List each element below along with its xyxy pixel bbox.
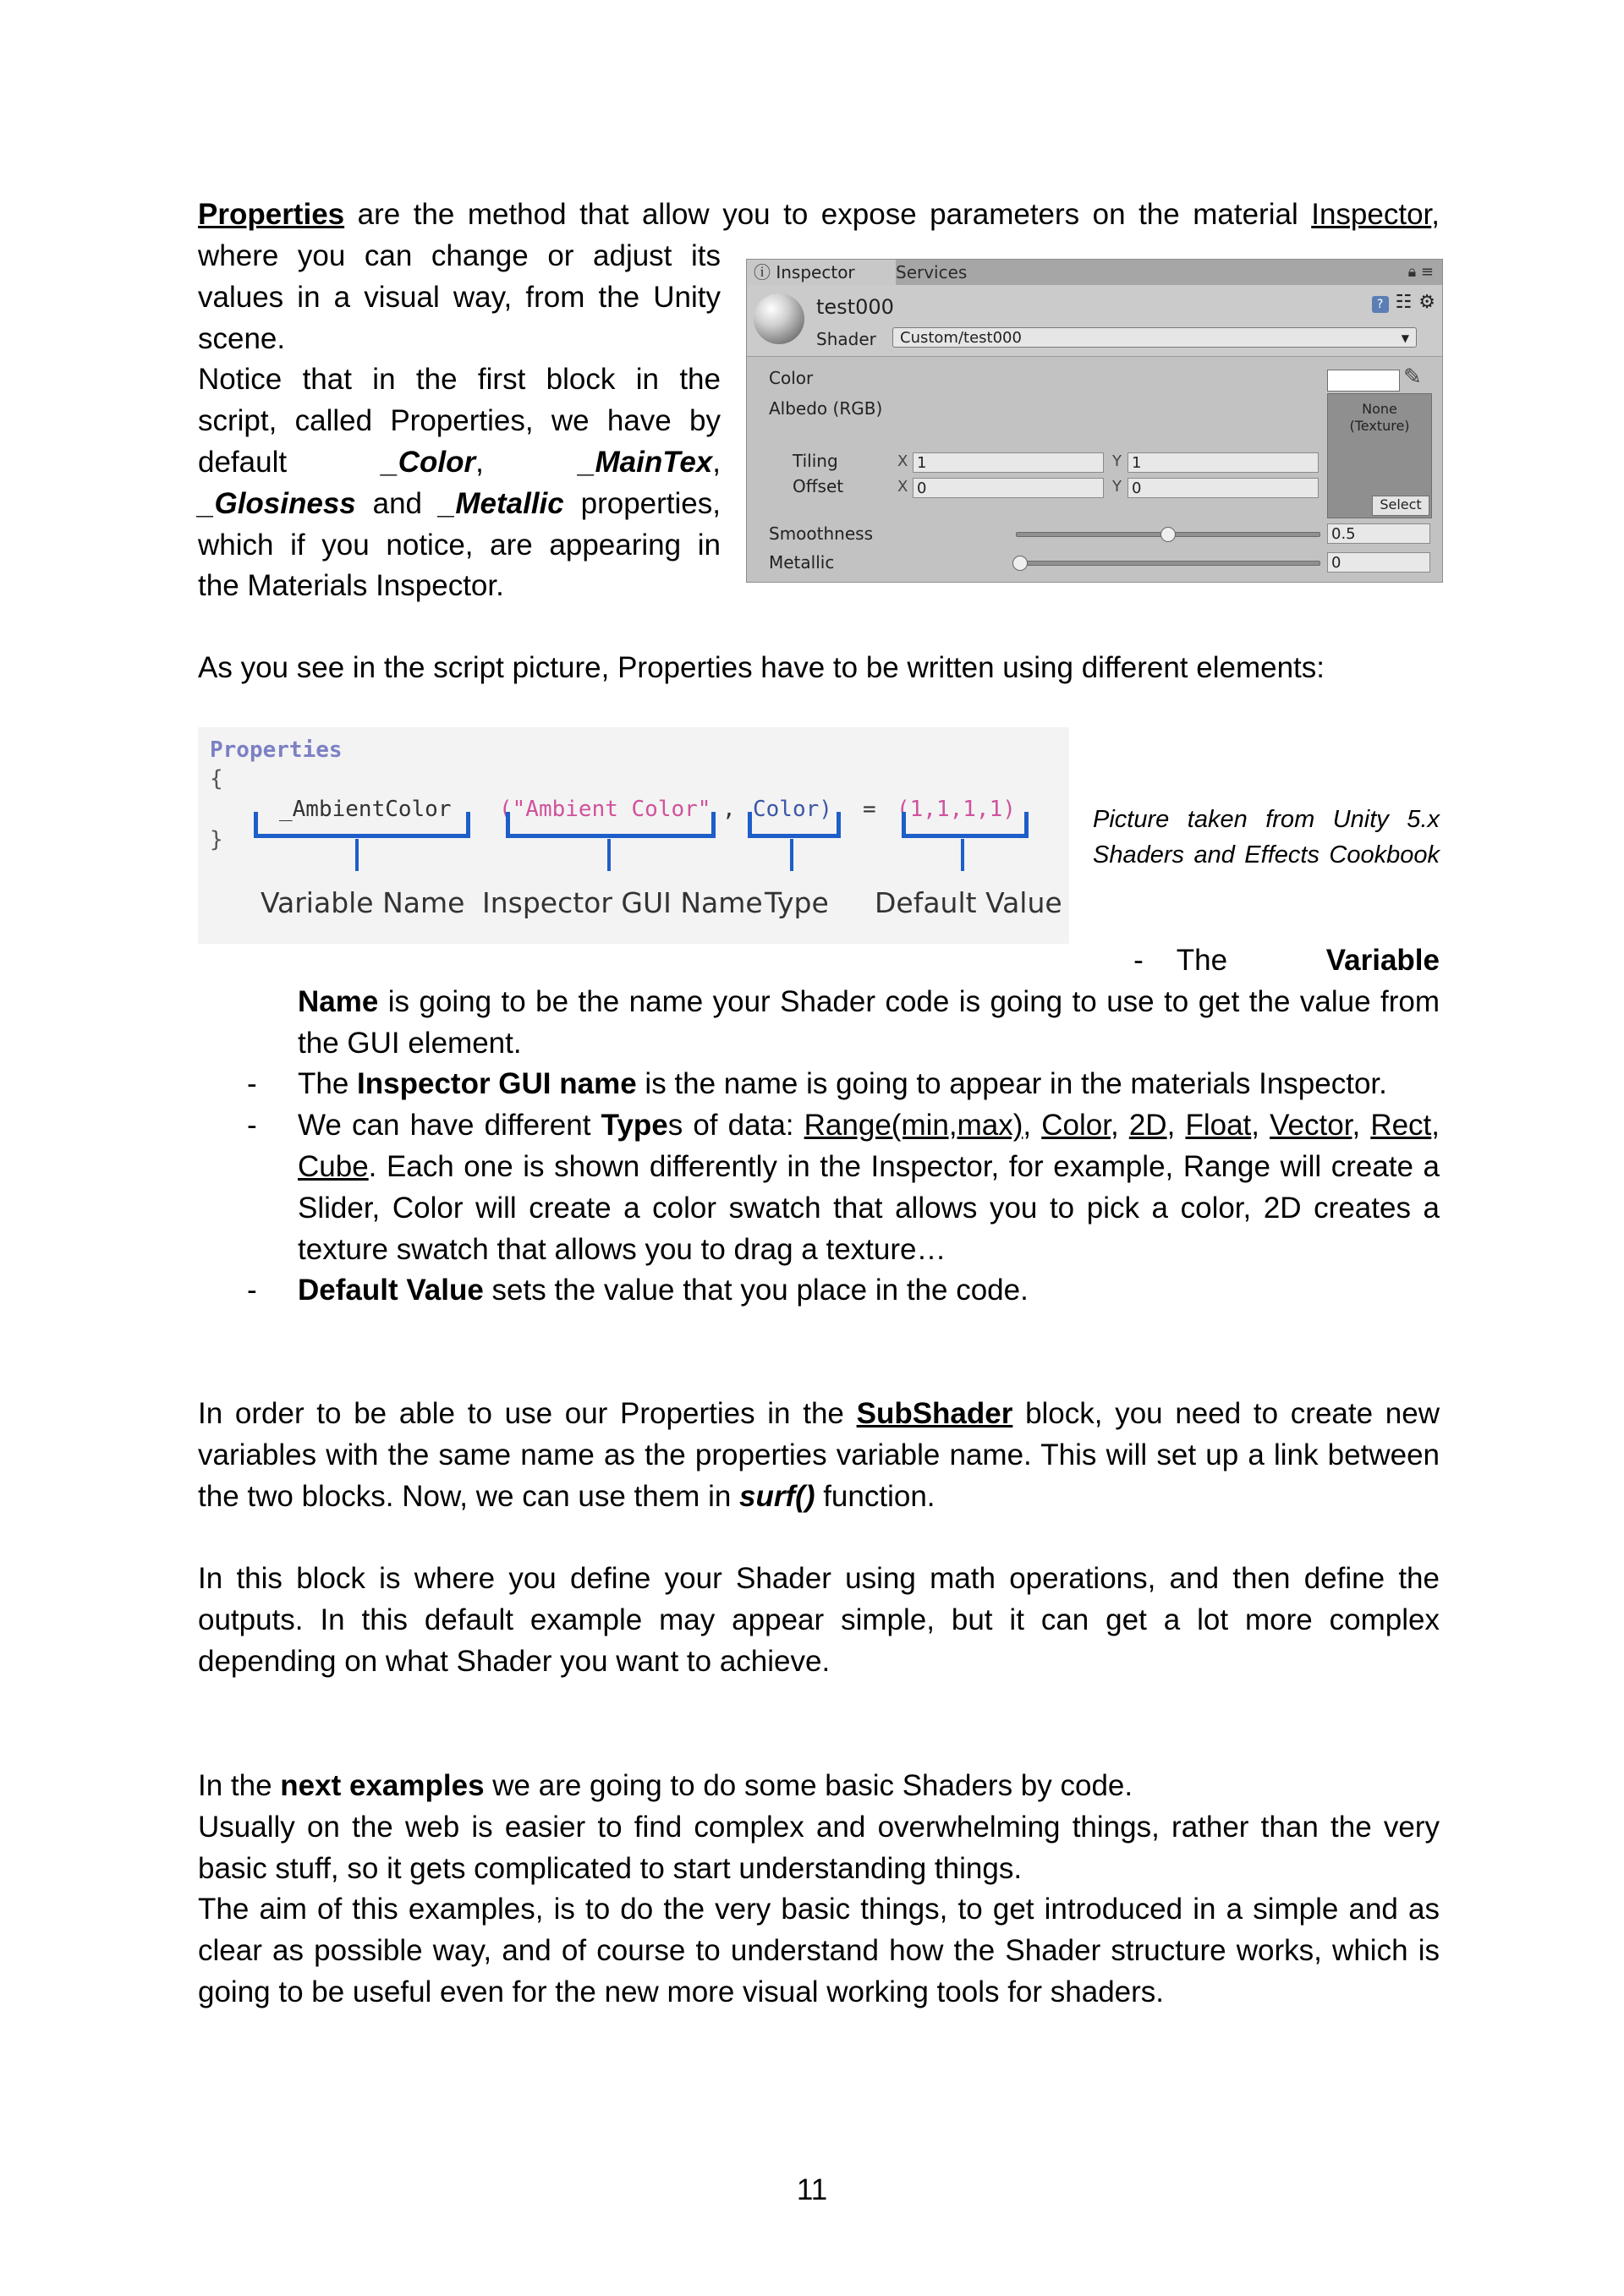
subshader-text (198, 1394, 1440, 1517)
bullet-1-dash: - (1133, 944, 1144, 977)
bullet-default-value (198, 1270, 1440, 1312)
diagram-comma: , (722, 797, 736, 822)
tab-services[interactable]: Services (896, 262, 968, 282)
next-pre: In the (198, 1769, 281, 1802)
label-default-value: Default Value (875, 886, 1062, 919)
type-vector-link[interactable]: Vector (1270, 1109, 1352, 1143)
offset-y-axis: Y (1112, 478, 1122, 496)
unity-inspector-panel (746, 259, 1443, 583)
bullet-2-bold: Inspector GUI name (357, 1067, 637, 1101)
lock-icon[interactable]: 🔒︎ ≡ (1407, 263, 1434, 281)
bullet-2-dash: - (247, 1067, 257, 1101)
bullet-1-the: The (1176, 944, 1228, 977)
stem-variable (355, 839, 359, 871)
bracket-gui-name (506, 812, 716, 838)
glosiness-line (198, 484, 721, 525)
inspector-tab-bar (747, 260, 1442, 285)
next-examples-paragraph (198, 1766, 1440, 2014)
col-line-2: values in a visual way, from the Unity (198, 280, 721, 314)
caption-line-1: Picture taken from Unity 5.x (1093, 806, 1440, 833)
intro-line1-end: , (1431, 198, 1440, 231)
default-props-line: default _Color, _MainTex, (198, 445, 721, 479)
type-rect-link[interactable]: Rect (1370, 1109, 1432, 1143)
shader-label: Shader (816, 329, 876, 349)
metallic-label: Metallic (769, 552, 835, 573)
bullet-variable-name (198, 940, 1440, 1064)
intro-line1: are the method that allow you to expose parameters on the material (344, 198, 1312, 231)
bullet-4-rest: sets the value that you place in the code. (483, 1274, 1029, 1307)
bullet-types (198, 1105, 1440, 1270)
bullet-1-rest: is going to be the name your Shader code is going to use to get the value from the GUI element. (298, 984, 1440, 1060)
subshader-post: function. (815, 1479, 935, 1513)
offset-label: Offset (793, 476, 844, 496)
offset-x-field[interactable]: 0 (913, 478, 1104, 498)
bullet-3-dash: - (247, 1109, 257, 1143)
tail-line-2: the Materials Inspector. (198, 569, 504, 603)
material-header (747, 285, 1442, 357)
tiling-y-field[interactable]: 1 (1127, 452, 1319, 473)
bracket-default (902, 812, 1029, 838)
bracket-variable (254, 812, 470, 838)
diagram-keyword: Properties (210, 737, 343, 763)
bullet-3-mid: s of data: (667, 1109, 804, 1143)
bullet-2-rest: is the name is going to appear in the materials Inspector. (636, 1067, 1387, 1101)
bullet-4-text (298, 1270, 1440, 1312)
diagram-open-brace: { (210, 766, 223, 792)
notice-line-1: Notice that in the first block in the (198, 363, 721, 397)
settings-sliders-icon[interactable]: ☷ (1395, 292, 1413, 313)
eyedropper-icon[interactable]: ✎ (1403, 364, 1422, 390)
properties-bullet-list (198, 940, 1440, 1312)
col-line-3: scene. (198, 321, 286, 355)
texture-none-label: None (Texture) (1349, 401, 1410, 434)
smoothness-field[interactable]: 0.5 (1327, 523, 1430, 544)
diagram-close-brace: } (210, 827, 223, 852)
and-word: and (355, 486, 439, 520)
tail-line-1: which if you notice, are appearing in (198, 528, 721, 562)
shader-dropdown[interactable] (892, 327, 1417, 348)
bullet-inspector-gui-name (198, 1064, 1440, 1105)
diagram-equals: = (863, 797, 876, 822)
caption-line-2: Shaders and Effects Cookbook (1093, 841, 1440, 869)
page-number: 11 (796, 2173, 828, 2206)
albedo-texture-slot[interactable] (1327, 393, 1432, 518)
label-type: Type (765, 886, 829, 919)
next-examples-line-2: Usually on the web is easier to find complex and overwhelming things, rather than the very basic stuff, so it gets complicated to start understanding things. (198, 1810, 1440, 1885)
intro-first-line (198, 195, 1440, 236)
bracket-type (748, 812, 841, 838)
gear-icon[interactable]: ⚙ (1418, 292, 1435, 313)
stem-type (790, 839, 793, 871)
material-name: test000 (816, 295, 894, 319)
bullet-2-pre: The (298, 1067, 358, 1101)
offset-x-axis: X (897, 478, 908, 496)
texture-select-button[interactable]: Select (1372, 496, 1429, 516)
bullet-3-rest: . Each one is shown differently in the Inspector, for example, Range will create a Slider, Color will create a color swatch that allows you to pick a color, 2D creates a texture swatch that allows you to drag a texture… (298, 1149, 1440, 1266)
shader-value: Custom/test000 (900, 329, 1022, 347)
bullet-1-bold-variable: Variable (1325, 944, 1440, 977)
tiling-x-axis: X (897, 452, 908, 470)
metallic-field[interactable]: 0 (1327, 552, 1430, 573)
chevron-down-icon: ▼ (1401, 332, 1409, 344)
subshader-mid: block, you need to create new variables with the same name as the properties variable name. This will set up a link between the two blocks. Now, we can use them in (198, 1397, 1440, 1513)
script-sentence: As you see in the script picture, Properties have to be written using different elements: (198, 651, 1325, 684)
bullet-2-text (298, 1064, 1440, 1105)
label-variable-name: Variable Name (261, 886, 465, 919)
color-swatch[interactable] (1327, 370, 1400, 392)
picture-caption (1093, 802, 1440, 873)
tiling-x-field[interactable]: 1 (913, 452, 1104, 473)
metallic-slider-track[interactable] (1016, 561, 1320, 566)
tiling-label: Tiling (793, 451, 838, 471)
bullet-1-first-line (298, 940, 1440, 982)
notice-line-2: script, called Properties, we have by (198, 404, 721, 438)
intro-left-column (198, 236, 721, 607)
offset-y-field[interactable]: 0 (1127, 478, 1319, 498)
smoothness-slider-knob[interactable] (1160, 527, 1176, 542)
type-float-link[interactable]: Float (1185, 1109, 1252, 1143)
stem-default (961, 839, 964, 871)
type-range-link[interactable]: Range(min,max) (804, 1109, 1023, 1143)
block-paragraph: In this block is where you define your Shader using math operations, and then define the outputs. In this default example may appear simple, but it can get a lot more complex depending on what Shader you want to achieve. (198, 1562, 1440, 1678)
type-cube-link[interactable]: Cube (298, 1149, 369, 1183)
subshader-pre: In order to be able to use our Properties in the (198, 1397, 857, 1430)
material-preview-sphere (754, 293, 804, 344)
metallic-slider-knob[interactable] (1012, 556, 1028, 571)
albedo-label: Albedo (RGB) (769, 398, 883, 419)
type-2d-link[interactable]: 2D (1128, 1109, 1167, 1143)
maintex-prop: _MainTex (579, 445, 713, 479)
next-examples-line-3: The aim of this examples, is to do the very basic things, to get introduced in a simple and as clear as possible way, and of course to understand how the Shader structure works, which is going to be useful even for the new more visual working tools for shaders. (198, 1893, 1440, 2008)
inspector-link-word: Inspector (1311, 198, 1432, 231)
stem-gui-name (607, 839, 611, 871)
info-icon: ⓘ (754, 262, 771, 282)
label-inspector-gui-name: Inspector GUI Name (482, 886, 763, 919)
metallic-prop: _Metallic (438, 486, 564, 520)
bullet-3-text: We can have different Types of data: Range(min,max), Color, 2D, Float, Vector, Rect, Cube. Each one is shown differently in the Inspector, for example, Range will create a Slider, Color will create a color swatch that allows you to pick a color, 2D creates a texture swatch that allows you to drag a texture… (298, 1109, 1440, 1266)
bullet-3-pre: We can have different (298, 1109, 601, 1143)
tiling-y-axis: Y (1112, 452, 1122, 470)
type-color-link[interactable]: Color (1041, 1109, 1111, 1143)
smoothness-label: Smoothness (769, 523, 873, 544)
subshader-paragraph (198, 1394, 1440, 1517)
next-examples-line-1 (198, 1766, 1440, 1807)
diagram-default-value: (1,1,1,1) (897, 797, 1016, 822)
glosiness-prop: _Glosiness (198, 486, 356, 520)
bullet-3-bold: Type (601, 1109, 668, 1143)
diagram-variable: _AmbientColor (279, 797, 452, 822)
properties-syntax-diagram (198, 727, 1069, 944)
color-label: Color (769, 368, 814, 388)
bullet-4-dash: - (247, 1274, 257, 1307)
diagram-gui-name: ("Ambient Color" (499, 797, 711, 822)
next-examples-bold: next examples (280, 1769, 485, 1802)
surf-function: surf() (739, 1479, 815, 1513)
subshader-word: SubShader (856, 1397, 1013, 1430)
properties-heading-word: Properties (198, 198, 345, 231)
col-line-1: where you can change or adjust its (198, 239, 721, 272)
tab-inspector-label: Inspector (776, 262, 855, 282)
help-icon[interactable]: ? (1372, 296, 1389, 313)
default-word: default (198, 445, 288, 479)
tab-inspector[interactable] (747, 260, 896, 285)
bullet-1-body (298, 982, 1440, 1065)
properties-word-2: properties, (563, 486, 721, 520)
bullet-4-bold: Default Value (298, 1274, 484, 1307)
header-icons (1365, 292, 1435, 313)
diagram-type: Color) (753, 797, 832, 822)
next-post: we are going to do some basic Shaders by code. (484, 1769, 1133, 1802)
color-prop: _Color (381, 445, 476, 479)
bullet-1-bold-name: Name (298, 984, 379, 1018)
